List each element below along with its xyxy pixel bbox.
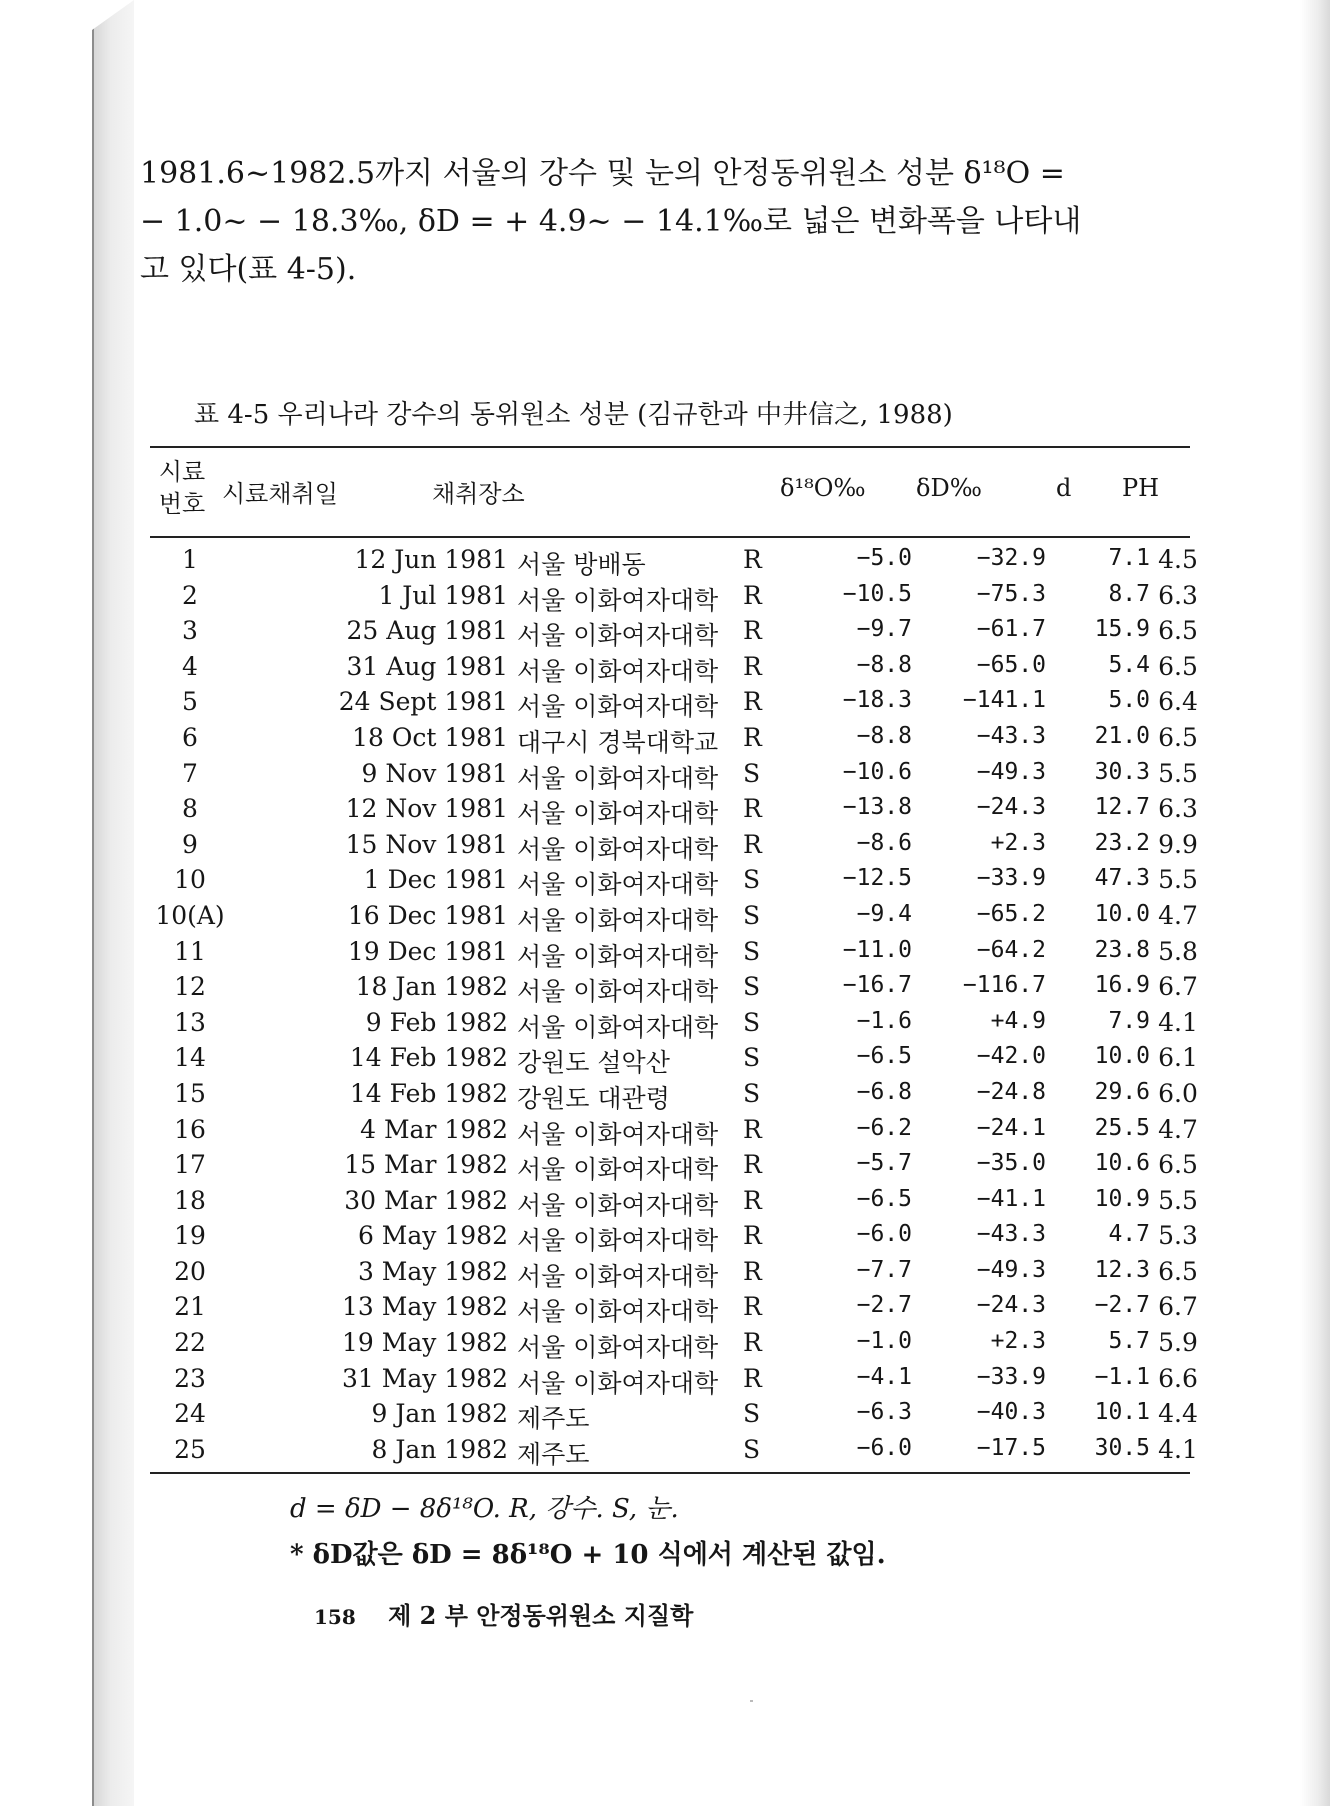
cell-delta-o18: −12.5 bbox=[842, 865, 912, 892]
cell-delta-o18: −8.8 bbox=[856, 651, 912, 678]
cell-delta-o18: −2.7 bbox=[856, 1292, 912, 1319]
cell-delta-d: −65.0 bbox=[976, 651, 1046, 678]
cell-date: 9 Jan 1982 bbox=[371, 1399, 508, 1429]
cell-ph: 6.7 bbox=[1158, 1292, 1198, 1322]
cell-ph: 6.5 bbox=[1158, 616, 1198, 646]
cell-delta-d: −49.3 bbox=[976, 1256, 1046, 1283]
cell-delta-d: −41.1 bbox=[976, 1185, 1046, 1212]
cell-site: 서울 이화여자대학 bbox=[517, 1261, 719, 1291]
cell-type: R bbox=[743, 1328, 762, 1358]
cell-delta-o18: −6.3 bbox=[856, 1399, 912, 1426]
table-row bbox=[150, 1218, 1198, 1256]
cell-type: R bbox=[743, 687, 762, 717]
table-row bbox=[150, 1183, 1198, 1220]
cell-type: S bbox=[743, 1007, 761, 1037]
cell-delta-o18: −8.6 bbox=[856, 829, 912, 856]
cell-type: S bbox=[743, 936, 761, 966]
cell-delta-d: −42.0 bbox=[976, 1043, 1046, 1070]
cell-sample-no: 23 bbox=[174, 1363, 206, 1393]
scan-speck bbox=[750, 1700, 753, 1702]
table-note-definition: d = δD − 8δ¹⁸O. R, 강수. S, 눈. bbox=[290, 1494, 679, 1524]
cell-date: 6 May 1982 bbox=[357, 1221, 508, 1251]
cell-d-excess: 10.0 bbox=[1094, 900, 1150, 927]
cell-sample-no: 5 bbox=[182, 687, 198, 717]
cell-delta-d: +2.3 bbox=[990, 1328, 1046, 1355]
cell-sample-no: 8 bbox=[182, 794, 198, 824]
cell-site: 서울 이화여자대학 bbox=[517, 870, 719, 900]
cell-site: 서울 이화여자대학 bbox=[517, 621, 719, 651]
cell-delta-o18: −5.7 bbox=[856, 1150, 912, 1177]
cell-site: 서울 이화여자대학 bbox=[517, 585, 719, 615]
cell-date: 31 May 1982 bbox=[342, 1363, 508, 1393]
cell-date: 14 Feb 1982 bbox=[349, 1043, 508, 1073]
cell-delta-o18: −7.7 bbox=[856, 1256, 912, 1283]
cell-type: R bbox=[743, 651, 762, 681]
cell-d-excess: 5.7 bbox=[1108, 1328, 1150, 1355]
cell-site: 서울 이화여자대학 bbox=[517, 1119, 719, 1149]
table-row bbox=[150, 898, 1198, 935]
table-row bbox=[150, 1147, 1198, 1185]
cell-site: 서울 이화여자대학 bbox=[517, 1368, 719, 1398]
cell-site: 서울 이화여자대학 bbox=[517, 1012, 719, 1042]
cell-date: 25 Aug 1981 bbox=[346, 616, 508, 646]
table-bottom-rule bbox=[150, 1472, 1190, 1474]
cell-site: 서울 이화여자대학 bbox=[517, 763, 719, 793]
cell-ph: 6.1 bbox=[1158, 1043, 1198, 1073]
cell-delta-d: −33.9 bbox=[976, 1363, 1046, 1390]
cell-sample-no: 4 bbox=[182, 651, 198, 681]
cell-sample-no: 14 bbox=[174, 1043, 206, 1073]
cell-d-excess: 10.0 bbox=[1094, 1043, 1150, 1070]
cell-ph: 6.0 bbox=[1158, 1078, 1198, 1108]
cell-type: R bbox=[743, 794, 762, 824]
cell-delta-d: −33.9 bbox=[976, 865, 1046, 892]
table-row bbox=[150, 1325, 1198, 1363]
cell-delta-o18: −10.5 bbox=[842, 580, 912, 607]
cell-ph: 6.5 bbox=[1158, 722, 1198, 752]
cell-d-excess: 30.5 bbox=[1094, 1434, 1150, 1461]
cell-type: R bbox=[743, 1292, 762, 1322]
cell-type: S bbox=[743, 900, 761, 930]
cell-type: R bbox=[743, 545, 762, 574]
cell-d-excess: 25.5 bbox=[1094, 1114, 1150, 1141]
cell-type: R bbox=[743, 1256, 762, 1286]
cell-sample-no: 7 bbox=[182, 758, 198, 788]
table-row bbox=[150, 542, 1198, 579]
header-sample-no-line1: 시료 bbox=[158, 458, 206, 486]
header-sample-no bbox=[152, 456, 212, 520]
cell-sample-no: 10(A) bbox=[155, 900, 225, 930]
book-corner bbox=[92, 0, 134, 30]
cell-delta-o18: −11.0 bbox=[842, 936, 912, 963]
cell-date: 13 May 1982 bbox=[342, 1292, 508, 1322]
cell-ph: 5.5 bbox=[1158, 1185, 1198, 1215]
table-row bbox=[150, 969, 1198, 1007]
cell-delta-d: −43.3 bbox=[976, 722, 1046, 749]
cell-type: R bbox=[743, 1150, 762, 1180]
cell-d-excess: 15.9 bbox=[1094, 616, 1150, 643]
cell-d-excess: −2.7 bbox=[1094, 1292, 1150, 1319]
cell-sample-no: 19 bbox=[174, 1221, 206, 1251]
cell-d-excess: 12.3 bbox=[1094, 1256, 1150, 1283]
cell-date: 19 Dec 1981 bbox=[347, 936, 508, 966]
book-spine bbox=[92, 0, 136, 1806]
cell-sample-no: 17 bbox=[174, 1150, 206, 1180]
cell-ph: 6.3 bbox=[1158, 580, 1198, 610]
table-note-calculation: * δD값은 δD = 8δ¹⁸O + 10 식에서 계산된 값임. bbox=[290, 1540, 886, 1570]
cell-delta-d: −35.0 bbox=[976, 1150, 1046, 1177]
cell-delta-d: −17.5 bbox=[976, 1434, 1046, 1461]
cell-ph: 4.5 bbox=[1158, 545, 1198, 574]
cell-delta-d: −24.3 bbox=[976, 1292, 1046, 1319]
table-row bbox=[150, 1112, 1198, 1149]
cell-site: 서울 이화여자대학 bbox=[517, 941, 719, 971]
cell-date: 24 Sept 1981 bbox=[338, 687, 508, 717]
cell-type: R bbox=[743, 1221, 762, 1251]
cell-ph: 6.6 bbox=[1158, 1363, 1198, 1393]
cell-ph: 5.5 bbox=[1158, 758, 1198, 788]
cell-ph: 5.9 bbox=[1158, 1328, 1198, 1358]
cell-date: 9 Nov 1981 bbox=[361, 758, 508, 788]
cell-ph: 9.9 bbox=[1158, 829, 1198, 859]
cell-type: R bbox=[743, 616, 762, 646]
table-row bbox=[150, 1361, 1198, 1398]
cell-delta-d: −61.7 bbox=[976, 616, 1046, 643]
page-number: 158 bbox=[314, 1605, 356, 1629]
cell-date: 1 Dec 1981 bbox=[363, 865, 508, 895]
cell-delta-o18: −6.8 bbox=[856, 1078, 912, 1105]
cell-date: 12 Jun 1981 bbox=[354, 545, 508, 574]
table-row bbox=[150, 1396, 1198, 1434]
table-row bbox=[150, 756, 1198, 793]
cell-type: R bbox=[743, 722, 762, 752]
table-row bbox=[150, 578, 1198, 615]
cell-ph: 4.4 bbox=[1158, 1399, 1198, 1429]
cell-site: 서울 이화여자대학 bbox=[517, 692, 719, 722]
intro-line: 고 있다(표 4-5). bbox=[140, 252, 357, 287]
table-row bbox=[150, 720, 1198, 757]
cell-d-excess: 23.2 bbox=[1094, 829, 1150, 856]
cell-d-excess: 10.6 bbox=[1094, 1150, 1150, 1177]
cell-d-excess: 4.7 bbox=[1108, 1221, 1150, 1248]
cell-site: 제주도 bbox=[517, 1439, 590, 1469]
cell-delta-d: −141.1 bbox=[962, 687, 1046, 714]
cell-date: 9 Feb 1982 bbox=[365, 1007, 508, 1037]
cell-delta-o18: −6.0 bbox=[856, 1434, 912, 1461]
cell-date: 30 Mar 1982 bbox=[344, 1185, 508, 1215]
table-row bbox=[150, 791, 1198, 829]
cell-delta-o18: −4.1 bbox=[856, 1363, 912, 1390]
cell-delta-o18: −16.7 bbox=[842, 972, 912, 999]
header-d: d bbox=[1056, 474, 1072, 502]
cell-type: S bbox=[743, 1043, 761, 1073]
cell-delta-o18: −8.8 bbox=[856, 722, 912, 749]
cell-ph: 6.5 bbox=[1158, 651, 1198, 681]
cell-date: 14 Feb 1982 bbox=[349, 1078, 508, 1108]
table-row bbox=[150, 613, 1198, 651]
cell-d-excess: 23.8 bbox=[1094, 936, 1150, 963]
cell-sample-no: 9 bbox=[182, 829, 198, 859]
cell-site: 서울 이화여자대학 bbox=[517, 1333, 719, 1363]
table-row bbox=[150, 649, 1198, 686]
cell-sample-no: 2 bbox=[182, 580, 198, 610]
cell-delta-d: −116.7 bbox=[962, 972, 1046, 999]
cell-sample-no: 20 bbox=[174, 1256, 206, 1286]
cell-type: S bbox=[743, 758, 761, 788]
cell-site: 서울 방배동 bbox=[517, 550, 646, 579]
cell-date: 31 Aug 1981 bbox=[346, 651, 508, 681]
cell-delta-o18: −1.6 bbox=[856, 1007, 912, 1034]
cell-d-excess: 21.0 bbox=[1094, 722, 1150, 749]
table-row bbox=[150, 827, 1198, 864]
header-ph: PH bbox=[1122, 474, 1160, 502]
cell-type: S bbox=[743, 1434, 761, 1464]
cell-delta-d: −40.3 bbox=[976, 1399, 1046, 1426]
cell-ph: 6.3 bbox=[1158, 794, 1198, 824]
table-row bbox=[150, 1005, 1198, 1042]
cell-site: 강원도 대관령 bbox=[517, 1083, 670, 1113]
table-row bbox=[150, 1289, 1198, 1327]
cell-ph: 6.7 bbox=[1158, 972, 1198, 1002]
header-site: 채취장소 bbox=[432, 480, 525, 508]
cell-sample-no: 22 bbox=[174, 1328, 206, 1358]
cell-sample-no: 6 bbox=[182, 722, 198, 752]
cell-date: 18 Jan 1982 bbox=[355, 972, 508, 1002]
cell-d-excess: 7.1 bbox=[1108, 545, 1150, 571]
cell-date: 15 Nov 1981 bbox=[345, 829, 508, 859]
cell-site: 서울 이화여자대학 bbox=[517, 905, 719, 935]
table-row bbox=[150, 934, 1198, 971]
cell-delta-d: −75.3 bbox=[976, 580, 1046, 607]
cell-delta-o18: −6.2 bbox=[856, 1114, 912, 1141]
cell-sample-no: 11 bbox=[174, 936, 206, 966]
cell-delta-d: −49.3 bbox=[976, 758, 1046, 785]
cell-ph: 6.5 bbox=[1158, 1150, 1198, 1180]
cell-delta-d: −43.3 bbox=[976, 1221, 1046, 1248]
cell-date: 16 Dec 1981 bbox=[347, 900, 508, 930]
intro-line: − 1.0~ − 18.3‰, δD = + 4.9~ − 14.1‰로 넓은 변화폭을 나타내 bbox=[140, 204, 1082, 239]
cell-ph: 4.7 bbox=[1158, 1114, 1198, 1144]
cell-d-excess: 30.3 bbox=[1094, 758, 1150, 785]
cell-site: 서울 이화여자대학 bbox=[517, 834, 719, 864]
cell-d-excess: 29.6 bbox=[1094, 1078, 1150, 1105]
cell-d-excess: 16.9 bbox=[1094, 972, 1150, 999]
cell-ph: 6.5 bbox=[1158, 1256, 1198, 1286]
cell-ph: 5.5 bbox=[1158, 865, 1198, 895]
page-edge-shadow bbox=[1300, 0, 1330, 1806]
table-row bbox=[150, 1040, 1198, 1078]
cell-delta-d: −64.2 bbox=[976, 936, 1046, 963]
cell-type: R bbox=[743, 1185, 762, 1215]
cell-sample-no: 25 bbox=[174, 1434, 206, 1464]
cell-sample-no: 13 bbox=[174, 1007, 206, 1037]
cell-delta-o18: −9.4 bbox=[856, 900, 912, 927]
header-sample-no-line2: 번호 bbox=[158, 490, 206, 518]
cell-site: 서울 이화여자대학 bbox=[517, 1190, 719, 1220]
table-body bbox=[150, 542, 1198, 1469]
cell-ph: 5.8 bbox=[1158, 936, 1198, 966]
cell-sample-no: 15 bbox=[174, 1078, 206, 1108]
cell-d-excess: 47.3 bbox=[1094, 865, 1150, 892]
page-footer bbox=[314, 1596, 693, 1631]
cell-sample-no: 21 bbox=[174, 1292, 206, 1322]
cell-date: 12 Nov 1981 bbox=[345, 794, 508, 824]
cell-ph: 6.4 bbox=[1158, 687, 1198, 717]
intro-line: 1981.6~1982.5까지 서울의 강수 및 눈의 안정동위원소 성분 δ¹⁸O = bbox=[140, 156, 1065, 191]
cell-date: 1 Jul 1981 bbox=[378, 580, 508, 610]
cell-sample-no: 1 bbox=[182, 545, 198, 574]
cell-sample-no: 10 bbox=[174, 865, 206, 895]
cell-delta-d: −65.2 bbox=[976, 900, 1046, 927]
section-title: 제 2 부 안정동위원소 지질학 bbox=[388, 1601, 694, 1630]
table-caption: 표 4-5 우리나라 강수의 동위원소 성분 (김규한과 中井信之, 1988) bbox=[194, 400, 953, 430]
intro-paragraph bbox=[140, 150, 1190, 294]
cell-ph: 4.7 bbox=[1158, 900, 1198, 930]
cell-delta-o18: −5.0 bbox=[856, 545, 912, 571]
cell-delta-d: +2.3 bbox=[990, 829, 1046, 856]
table-header-rule bbox=[150, 536, 1190, 538]
cell-delta-d: −32.9 bbox=[976, 545, 1046, 571]
cell-d-excess: −1.1 bbox=[1094, 1363, 1150, 1390]
cell-sample-no: 3 bbox=[182, 616, 198, 646]
cell-type: R bbox=[743, 580, 762, 610]
cell-sample-no: 24 bbox=[174, 1399, 206, 1429]
cell-d-excess: 7.9 bbox=[1108, 1007, 1150, 1034]
cell-delta-o18: −6.0 bbox=[856, 1221, 912, 1248]
cell-d-excess: 12.7 bbox=[1094, 794, 1150, 821]
cell-ph: 4.1 bbox=[1158, 1007, 1198, 1037]
table-row bbox=[150, 1432, 1198, 1469]
cell-date: 3 May 1982 bbox=[357, 1256, 508, 1286]
cell-type: S bbox=[743, 1399, 761, 1429]
cell-site: 서울 이화여자대학 bbox=[517, 1297, 719, 1327]
cell-site: 서울 이화여자대학 bbox=[517, 799, 719, 829]
cell-d-excess: 5.4 bbox=[1108, 651, 1150, 678]
cell-delta-o18: −6.5 bbox=[856, 1185, 912, 1212]
header-date: 시료채취일 bbox=[222, 480, 338, 508]
cell-type: R bbox=[743, 829, 762, 859]
cell-type: R bbox=[743, 1114, 762, 1144]
table-row bbox=[150, 1254, 1198, 1291]
cell-ph: 4.1 bbox=[1158, 1434, 1198, 1464]
cell-d-excess: 10.9 bbox=[1094, 1185, 1150, 1212]
cell-d-excess: 10.1 bbox=[1094, 1399, 1150, 1426]
cell-delta-d: −24.3 bbox=[976, 794, 1046, 821]
header-o18: δ¹⁸O‰ bbox=[780, 474, 866, 502]
cell-delta-o18: −6.5 bbox=[856, 1043, 912, 1070]
cell-type: S bbox=[743, 972, 761, 1002]
cell-site: 서울 이화여자대학 bbox=[517, 977, 719, 1007]
cell-delta-d: −24.8 bbox=[976, 1078, 1046, 1105]
cell-d-excess: 5.0 bbox=[1108, 687, 1150, 714]
cell-type: S bbox=[743, 1078, 761, 1108]
cell-delta-o18: −18.3 bbox=[842, 687, 912, 714]
cell-delta-o18: −13.8 bbox=[842, 794, 912, 821]
cell-delta-d: +4.9 bbox=[990, 1007, 1046, 1034]
table-row bbox=[150, 862, 1198, 900]
cell-site: 강원도 설악산 bbox=[517, 1048, 670, 1078]
cell-sample-no: 12 bbox=[174, 972, 206, 1002]
cell-date: 8 Jan 1982 bbox=[371, 1434, 508, 1464]
cell-delta-d: −24.1 bbox=[976, 1114, 1046, 1141]
header-dd: δD‰ bbox=[916, 474, 982, 502]
cell-date: 19 May 1982 bbox=[342, 1328, 508, 1358]
cell-type: R bbox=[743, 1363, 762, 1393]
cell-site: 서울 이화여자대학 bbox=[517, 1226, 719, 1256]
cell-delta-o18: −10.6 bbox=[842, 758, 912, 785]
cell-delta-o18: −9.7 bbox=[856, 616, 912, 643]
cell-date: 18 Oct 1981 bbox=[352, 722, 508, 752]
table-row bbox=[150, 1076, 1198, 1113]
cell-d-excess: 8.7 bbox=[1108, 580, 1150, 607]
cell-site: 서울 이화여자대학 bbox=[517, 656, 719, 686]
cell-type: S bbox=[743, 865, 761, 895]
cell-date: 15 Mar 1982 bbox=[344, 1150, 508, 1180]
cell-site: 대구시 경북대학교 bbox=[517, 727, 719, 757]
cell-ph: 5.3 bbox=[1158, 1221, 1198, 1251]
cell-delta-o18: −1.0 bbox=[856, 1328, 912, 1355]
cell-sample-no: 16 bbox=[174, 1114, 206, 1144]
table-row bbox=[150, 684, 1198, 722]
cell-site: 서울 이화여자대학 bbox=[517, 1155, 719, 1185]
cell-sample-no: 18 bbox=[174, 1185, 206, 1215]
cell-date: 4 Mar 1982 bbox=[360, 1114, 508, 1144]
cell-site: 제주도 bbox=[517, 1404, 590, 1434]
table-top-rule bbox=[150, 446, 1190, 448]
